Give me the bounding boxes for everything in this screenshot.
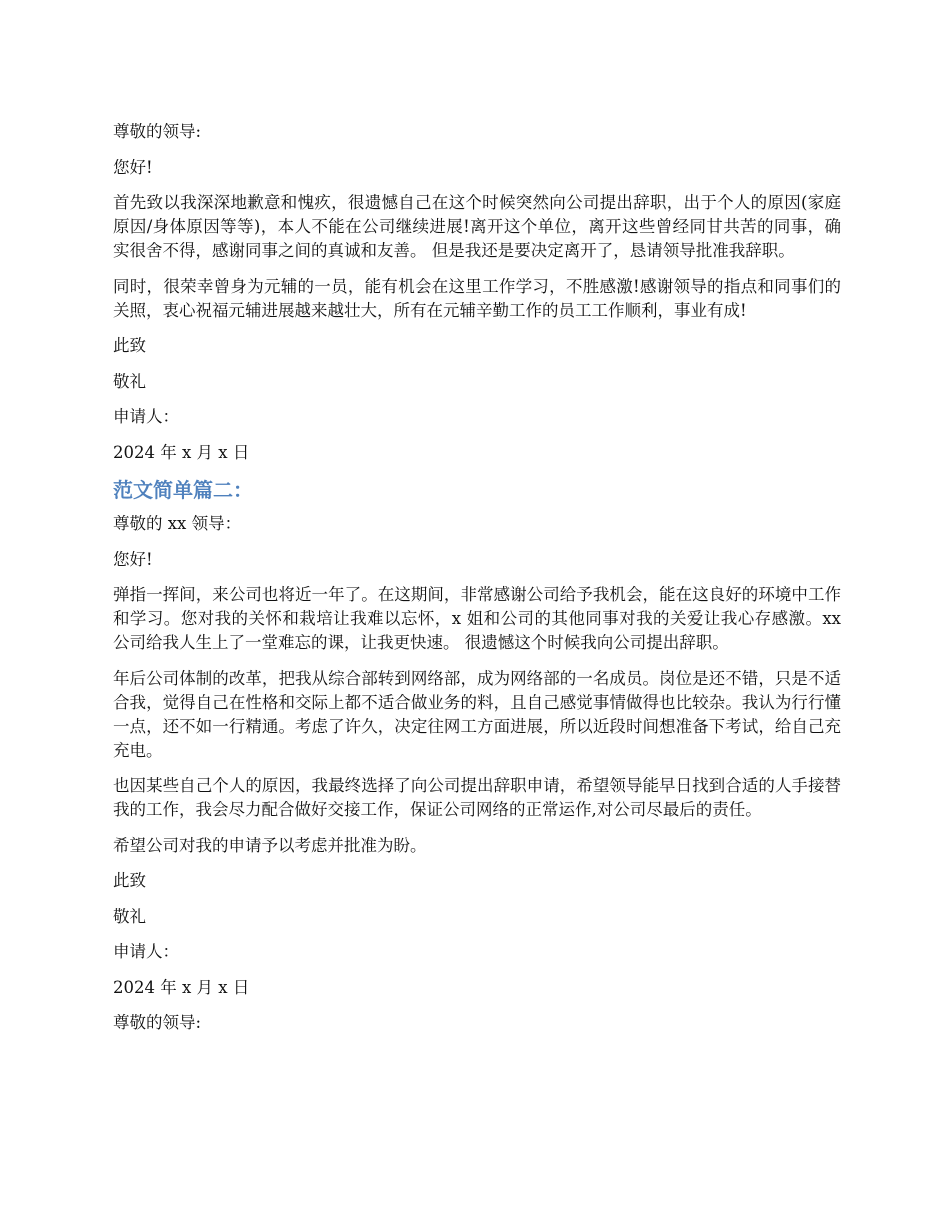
letter1-salutation: 尊敬的领导: [113, 122, 202, 141]
document-page [113, 120, 841, 1047]
letter2-closing-1: 此致 [113, 871, 146, 890]
letter1-body-paragraph-2: 同时，很荣幸曾身为元辅的一员，能有机会在这里工作学习，不胜感激!感谢领导的指点和同事们的关照，衷心祝福元辅进展越来越壮大，所有在元辅辛勤工作的员工工作顺利，事业有成! [113, 276, 841, 320]
letter2-date: 2024 年 x 月 x 日 [113, 977, 250, 997]
letter2-body-paragraph-2: 年后公司体制的改革，把我从综合部转到网络部，成为网络部的一名成员。岗位是还不错，只是不适合我，觉得自己在性格和交际上都不适合做业务的料，且自己感觉事情做得也比较杂。我认为行行懂一点，还不如一行精通。考虑了许久，决定往网工方面进展，所以近段时间想准备下考试，给自己充充电。 [113, 668, 841, 760]
letter1-body-paragraph-1: 首先致以我深深地歉意和愧疚，很遗憾自己在这个时候突然向公司提出辞职，出于个人的原因(家庭原因/身体原因等等)，本人不能在公司继续进展!离开这个单位，离开这些曾经同甘共苦的同事，确实很舍不得，感谢同事之间的真诚和友善。 但是我还是要决定离开了，恳请领导批准我辞职。 [113, 193, 841, 260]
letter2-greeting: 您好! [113, 549, 153, 569]
letter2-applicant: 申请人： [113, 942, 179, 961]
letter1-date: 2024 年 x 月 x 日 [113, 442, 250, 462]
letter2-salutation: 尊敬的 xx 领导： [113, 514, 242, 533]
letter3-salutation: 尊敬的领导: [113, 1013, 202, 1032]
letter2-closing-2: 敬礼 [113, 906, 146, 926]
letter1-closing-1: 此致 [113, 336, 146, 355]
letter2-body-paragraph-1: 弹指一挥间，来公司也将近一年了。在这期间，非常感谢公司给予我机会，能在这良好的环境中工作和学习。您对我的关怀和栽培让我难以忘怀，x 姐和公司的其他同事对我的关爱让我心存感激。xx 公司给我人生上了一堂难忘的课，让我更快速。 很遗憾这个时候我向公司提出辞职。 [113, 585, 841, 652]
letter2-body-paragraph-3: 也因某些自己个人的原因，我最终选择了向公司提出辞职申请，希望领导能早日找到合适的人手接替我的工作，我会尽力配合做好交接工作，保证公司网络的正常运作,对公司尽最后的责任。 [113, 776, 841, 819]
letter1-closing-2: 敬礼 [113, 371, 146, 391]
section-heading: 范文简单篇二： [113, 478, 253, 502]
letter1-greeting: 您好! [113, 157, 153, 177]
letter2-body-paragraph-4: 希望公司对我的申请予以考虑并批准为盼。 [113, 835, 427, 855]
letter1-applicant: 申请人： [113, 407, 179, 426]
